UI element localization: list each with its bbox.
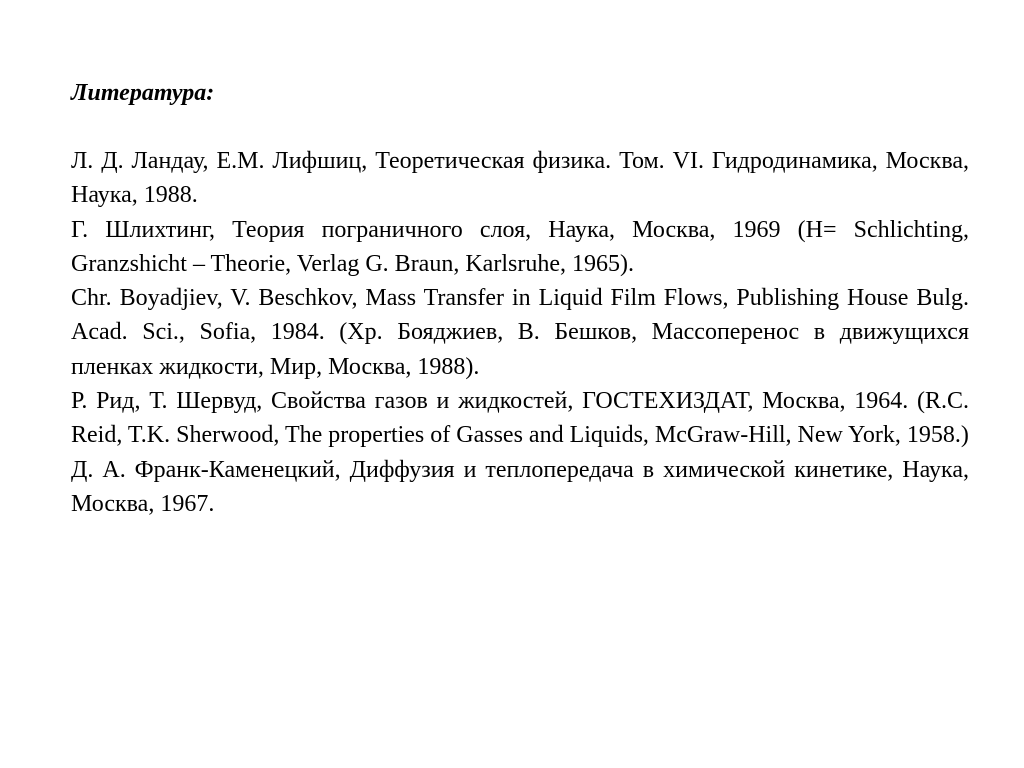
- references-heading: Литература:: [71, 80, 215, 106]
- reference-item-1: Л. Д. Ландау, Е.М. Лифшиц, Теоретическая физика. Том. VI. Гидродинамика, Москва, Наука, 1988.: [71, 148, 969, 209]
- heading-spacer: [71, 110, 969, 144]
- reference-item-4: Р. Рид, Т. Шервуд, Свойства газов и жидкостей, ГОСТЕХИЗДАТ, Москва, 1964. (R.C. Reid, T.K. Sherwood, The properties of Gasses and Liquids, McGraw-Hill, New York, 1958.): [71, 388, 969, 449]
- reference-item-2: Г. Шлихтинг, Теория пограничного слоя, Наука, Москва, 1969 (H= Schlichting, Granzshicht – Theorie, Verlag G. Braun, Karlsruhe, 1965).: [71, 216, 969, 277]
- reference-item-3: Chr. Boyadjiev, V. Beschkov, Mass Transfer in Liquid Film Flows, Publishing House Bulg. Acad. Sci., Sofia, 1984. (Хр. Бояджиев, В. Бешков, Массоперенос в движущихся пленках жидкости, Мир, Москва, 1988).: [71, 285, 969, 380]
- reference-item-5: Д. А. Франк-Каменецкий, Диффузия и теплопередача в химической кинетике, Наука, Москва, 1967.: [71, 456, 969, 517]
- references-content: [71, 76, 969, 521]
